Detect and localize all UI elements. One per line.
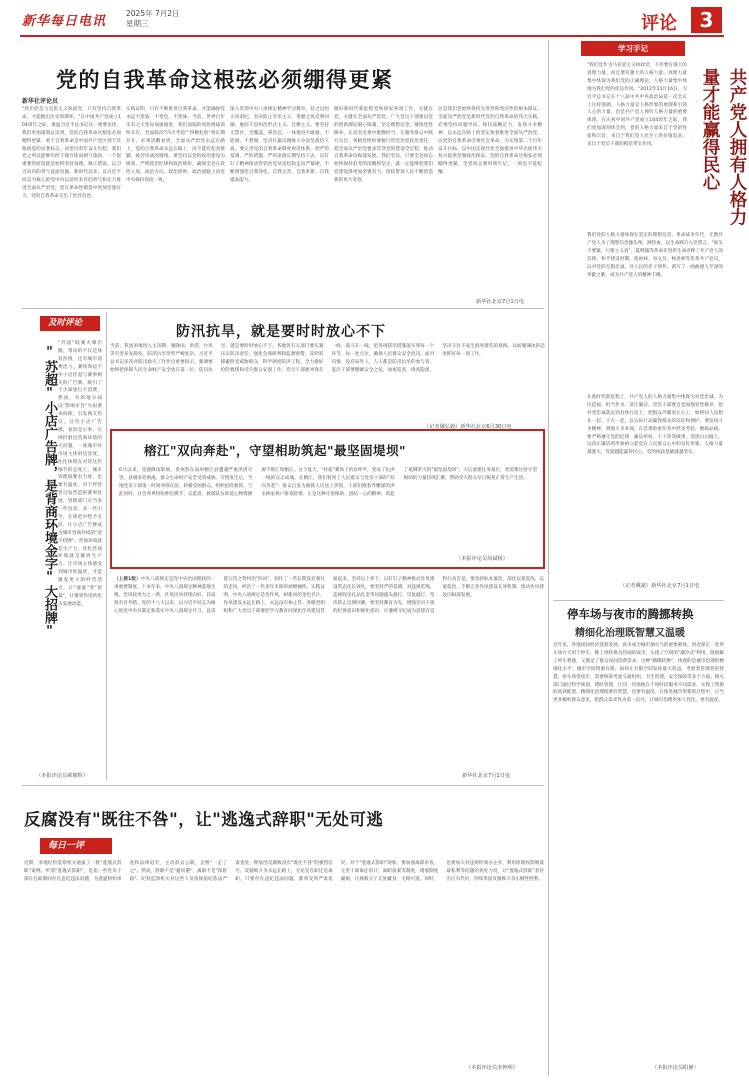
page-number: 3 bbox=[691, 7, 722, 33]
night-market-headline: 停车场与夜市的腾挪转换 bbox=[567, 607, 694, 621]
night-market-text: 近年来，各地夜间经济蓬勃发展，夜市成为城市烟火气的重要载体。河北保定一处停车场白天用于停车，晚上则转换为热闹的夜市，实现了空间的"潮汐式"利用，既缓解了停车难题，又满足了群众夜间消费需求。这种"腾挪转换"，体现的是城市治理的精细化水平。城市空间资源有限，如何让有限空间发挥最大效益，考验着管理者的智慧。停车场变夜市，需要统筹考虑交通组织、卫生管理、安全保障等多个方面。相关部门通过科学规划、错时管理，让同一块场地在不同时段服务不同需求，实现了资源的高效配置。精细化治理既要有智慧，也要有温度。在推进城市更新的过程中，应当更多倾听群众意见，把群众需求作为第一信号，让城市治理更加人性化、更有温度。 bbox=[553, 643, 724, 704]
study-notes-endnote: （记者戴斌）新华社北京7月1日电 bbox=[620, 583, 700, 589]
section-divider bbox=[22, 308, 544, 309]
section-title: 评论 bbox=[641, 13, 677, 34]
superbrand-endnote: （本报评论员郝朝辉） bbox=[36, 773, 88, 779]
rongjiang-text: 6月以来，受强降雨影响，贵州黔东南州榕江县遭遇严重洪涝灾害，县城多处被淹，群众生命财产安全受到威胁。灾情发生后，当地党员干部第一时间冲锋在前，转移受困群众，组织抢险救援。与此同时，社会各界纷纷伸出援手，志愿者、救援队伍和爱心物资源源不断汇集榕江。这个夏天，"村超"赛场上的欢呼声，变成了抗洪一线的众志成城。在榕江，我们看到了人民群众与党员干部的"双向奔赴"：群众自发为救援人员送上热饭，干部们蹚着齐腰深的洪水挨家挨户排查险情。正是这种守望相助、团结一心的精神，筑起了抵御洪灾的"最坚固堤坝"。灾后重建任务艰巨，更需要这份守望相助的力量持续汇聚，帮助受灾群众早日恢复正常生产生活。 bbox=[119, 468, 537, 497]
superbrand-headline: "苏超"小店广告牌，是背商环境金字"大招牌" bbox=[42, 345, 57, 639]
column-divider bbox=[548, 40, 549, 600]
left-divider bbox=[106, 312, 107, 780]
study-notes-headline: 共产党人拥有人格力量才能赢得民心 bbox=[700, 68, 747, 226]
study-notes-label: 学习手记 bbox=[581, 41, 685, 56]
flood-headline: 防汛抗旱，就是要时时放心不下 bbox=[176, 324, 386, 340]
issue-weekday: 星期三 bbox=[126, 19, 149, 28]
bottom-tag: 每日一评 bbox=[40, 838, 112, 854]
right-divider bbox=[553, 600, 724, 601]
bottom-endnote: （本报评论员李钟明） bbox=[466, 1065, 518, 1071]
bottom-headline: 反腐没有"既往不咎"，让"逃逸式辞职"无处可逃 bbox=[24, 810, 384, 829]
centre-endnote: 新华社北京7月1日电 bbox=[462, 773, 511, 779]
flood-text: 当前，我国多地进入主汛期，强降雨、洪涝、台风等灾害多发频发，防汛抗旱形势严峻复杂。习近平总书记多次对防汛救灾工作作出重要指示，强调要始终把保障人民生命财产安全放在第一位。防汛抗旱，就是要时时放心不下。各地各有关部门要压紧压实防汛责任，强化会商研判和监测预警，及时转移避险受威胁群众，科学调度防洪工程，全力做好抢险救援和受灾群众安置工作。党员干部要冲锋在一线、战斗在一线，把各项防汛措施落实到每一个环节、每一处点位，确保人民群众安全度汛。面对汛情，没有局外人，人人都是防汛抗旱的参与者。基层干部要绷紧安全之弦，加密巡查，排查隐患，坚决守住不发生群死群伤的底线，以如履薄冰的态度抓好每一项工作。 bbox=[110, 344, 545, 373]
centre-lead: （上接1版） bbox=[114, 577, 141, 582]
lead-column-1: "我们党是马克思主义执政党，只有坚持自我革命，才能跳出历史周期率。"在中国共产党成立104周年之际，重温习近平总书记这一重要论述，我们更加深刻认识到，党的自我革命这根弦必须绷得更紧。勇于自我革命是中国共产党区别于其他政党的显著标志。回望百余年奋斗历程，我们党之所以能够历经千锤百炼而朝气蓬勃，一个很重要的原因就是始终坚持真理、修正错误，以刀刃向内的勇气直面问题。新时代以来，以习近平同志为核心的党中央以前所未有的勇气和定力推进全面从严治党，党在革命性锻造中更加坚强有力，党的自我革命交出了优异答卷。 bbox=[22, 107, 121, 199]
superbrand-text: "苏超"联赛火爆出圈，带动的不仅是体育热情，还有城市消费活力。赛场周边不少小店挂起与赛事相关的广告牌，吸引了不少球迷打卡消费。然而，有的地方却以"影响市容"为由要求拆除，引发网友热议。这些小店广告牌，看似是小事，实则折射出营商环境的大问题。一座城市对市场主体的包容度，往往体现在对待这些细节的态度上。城市管理既要有力度，也要有温度。对于经营者自发营造的赛事氛围，管理部门应当多一些包容、多一些引导，在规范中给予支持，让小店广告牌成为城市营商环境的"金字招牌"。营商环境就是生产力，优化营商环境就是解放生产力。让市场主体感受到城市的温度，才能激发更大的经营活力，让"流量"变"留量"，让赛事热度转化为发展动能。 bbox=[58, 341, 102, 607]
lead-column-4: 做好新时代新征程党和国家各项工作，关键在党，关键在全面从严治党。广大党员干部要以党的创新理论凝心铸魂，坚定理想信念，锤炼党性修养，在攻坚克难中挺膺担当，在服务群众中践行宗旨。各级党组织要履行管党治党政治责任，把全面从严治党要求贯穿党的建设全过程，推动自我革命向纵深发展。我们坚信，只要全党同志始终保持赶考的清醒和坚定，就一定能够把我们党建设得更加坚强有力，团结带领人民不断创造新的更大奇迹。 bbox=[334, 107, 433, 184]
study-notes-column-1: "我们党作为马克思主义执政党，不但要有强大的真理力量，而且要有强大的人格力量。真理力量集中体现为我们党的正确理论，人格力量集中体现为我们党的优良作风。"2012年11月16日，习近平总书记在十八届中共中央政治局第一次会议上这样强调。人格力量是人格形象的展现和引领人心的力量，也是共产党人拥有人格力量的重要体现。在庆祝中国共产党成立104周年之际，我们更加深刻体会到，党的人格力量来自于党的性质和宗旨，来自于我们党人民至上的价值追求，来自于党员干部的模范带头作用。 bbox=[587, 63, 687, 148]
night-market-endnote: （本报评论员阳静） bbox=[652, 1065, 699, 1071]
centre-text bbox=[114, 576, 544, 772]
lead-headline: 党的自我革命这根弦必须绷得更紧 bbox=[56, 68, 394, 92]
masthead-rule bbox=[20, 35, 724, 37]
rongjiang-headline: 榕江"双向奔赴"，守望相助筑起"最坚固堤坝" bbox=[144, 443, 407, 458]
night-market-subheadline: 精细化治理既智慧又温暖 bbox=[575, 628, 685, 639]
rongjiang-endnote: （本报评论员周斌杨） bbox=[456, 556, 508, 562]
lead-column-5: 这是我们党始终保持先进性和纯洁性的根本保证。全面从严治党是新时代党的自我革命的伟大实践，必须坚持问题导向，保持战略定力，发扬斗争精神，以永远在路上的坚定执着推进全面从严治党，以党的自我革命引领社会革命，为实现第二个百年奋斗目标、以中国式现代化全面推进中华民族伟大复兴提供坚强政治保证。党的自我革命这根弦必须绷得更紧，全党同志要时刻牢记，一刻也不能松懈。 bbox=[438, 107, 542, 176]
lead-column-2: 实践证明，只有不断推进自我革命，才能确保党永远不变质、不变色、不变味。当前，世界百年未有之大变局加速演进，我们面临的风险挑战前所未有，党面临的"四大考验""四种危险"将长期存在。必须清醒看到，全面从严治党永远在路上，党的自我革命永远在路上，决不能有松劲歇脚、疲劳厌战的情绪。要坚持以党的政治建设为统领，严明政治纪律和政治规矩，确保全党在政治立场、政治方向、政治原则、政治道路上同党中央保持高度一致。 bbox=[126, 107, 225, 184]
centre-body: 中央八项规定是党中央治国理政的一项重要制度。十多年来，中央八项规定精神落地生根，党风政风为之一新，社风民风持续向好，其成效有目共睹。党的十八大以来，以习近平同志为核心的党中央从制定和落实中央八项规定开刀，以雷霆万钧之势纠治"四风"，刹住了一些长期没有刹住的歪风，纠治了一些多年未除的顽瘴痼疾。实践证明，中央八项规定是改作风、树新风的金色名片。作风建设永远在路上，永远没有休止符。各级党组织和广大党员干部要把学习教育同深化作风建设贯通起来，坚持以上率下，以钉钉子精神推动作风建设常态化长效化。要坚持严的基调，对违规吃喝、违规收送礼品礼金等问题露头就打、反复敲打，坚决防止反弹回潮。要坚持教育为先，增强党员干部的纪律意识和规矩意识，让遵规守纪成为思想自觉和行动自觉。要坚持标本兼治，深化以案促改、以案促治，不断完善作风建设长效机制，推动作风建设向纵深发展。 bbox=[114, 577, 544, 614]
study-notes-column-3: 在新时代新征程上，共产党人的人格力量集中体现为对党忠诚、为民造福、担当作为、清正廉洁。党员干部要自觉加强党性修养，把对党忠诚落实到具体行动上，把群众冷暖放在心上，始终同人民想在一起、干在一起，以实际行动赢得群众的信任和拥护。要发扬斗争精神，增强斗争本领，在急难险重任务中经受考验、磨砺品格。要严格遵守党的纪律，廉洁用权，干干净净做事，清清白白做人，以清正廉洁的形象树立起党在人民群众心中的良好形象。人格力量越强大，党就越能赢得民心，党的执政基础就越坚实。 bbox=[587, 395, 723, 456]
bottom-text: 近期，多地纪检监察机关通报了一批"逃逸式辞职"案例。所谓"逃逸式辞职"，是指一些党员干部在任职期间存在违纪违法问题，为逃避组织审查和法律追究，主动辞去公职，企图"一走了之"。然而，辞职不是"避风港"，离职不是"保险箱"。纪检监察机关对这些人员依规依纪依法严肃查处，释放出反腐败没有"既往不咎"的强烈信号。反腐败斗争永远在路上，无论是在职还是离职，只要存在违纪违法问题，都将受到严肃追究。对于"逃逸式辞职"现象，要加强离职审查，完善干部离任审计、离职备案等制度，堵塞制度漏洞，让腐败分子无处藏身、无路可逃。同时，也要加大对违规经商办企业、利用原职权影响谋取私利等问题的查处力度，让"逃逸式辞职"者付出应有代价，持续巩固反腐败斗争压倒性胜利。 bbox=[24, 861, 544, 882]
flood-endnote: （记者魏弘毅）新华社北京6月30日电 bbox=[424, 424, 512, 430]
lead-column-3: 深入贯彻中央八项规定精神学习教育，持之以恒正风肃纪，坚决防止享乐主义、奢靡之风反弹回潮，驰而不息纠治形式主义、官僚主义。要坚持无禁区、全覆盖、零容忍，一体推进不敢腐、不能腐、不想腐，坚决打赢反腐败斗争攻坚战持久战。要完善党的自我革命制度规范体系，把严的基调、严的措施、严的氛围长期坚持下去，以钉钉子精神推动管党治党从宽松软走向严紧硬，不断增强党自我净化、自我完善、自我革新、自我提高能力。 bbox=[230, 107, 329, 184]
lead-byline: 新华社评论员 bbox=[22, 98, 59, 105]
issue-date: 2025年 7月2日 bbox=[126, 9, 180, 18]
right-bottom-divider bbox=[548, 600, 549, 1076]
superbrand-tag: 及时评论 bbox=[40, 316, 100, 331]
study-notes-column-2: 我们党的人格力量体现在坚定的理想信念。革命战争年代，无数共产党人为了理想信念抛头颅、洒热血，以生命践行入党誓言。"砍头不要紧，只要主义真"，夏明翰等革命先烈用生命诠释了共产党人的信仰。和平建设时期，焦裕禄、谷文昌、杨善洲等优秀共产党员，以对党的无限忠诚、对人民的赤子情怀，谱写了一曲曲感人至深的奉献之歌，成为共产党人的精神丰碑。 bbox=[587, 233, 723, 278]
bottom-divider bbox=[22, 785, 544, 786]
lead-endnote: 新华社北京7月1日电 bbox=[476, 299, 525, 305]
masthead-logo: 新华每日电讯 bbox=[22, 14, 107, 29]
masthead bbox=[0, 0, 749, 34]
